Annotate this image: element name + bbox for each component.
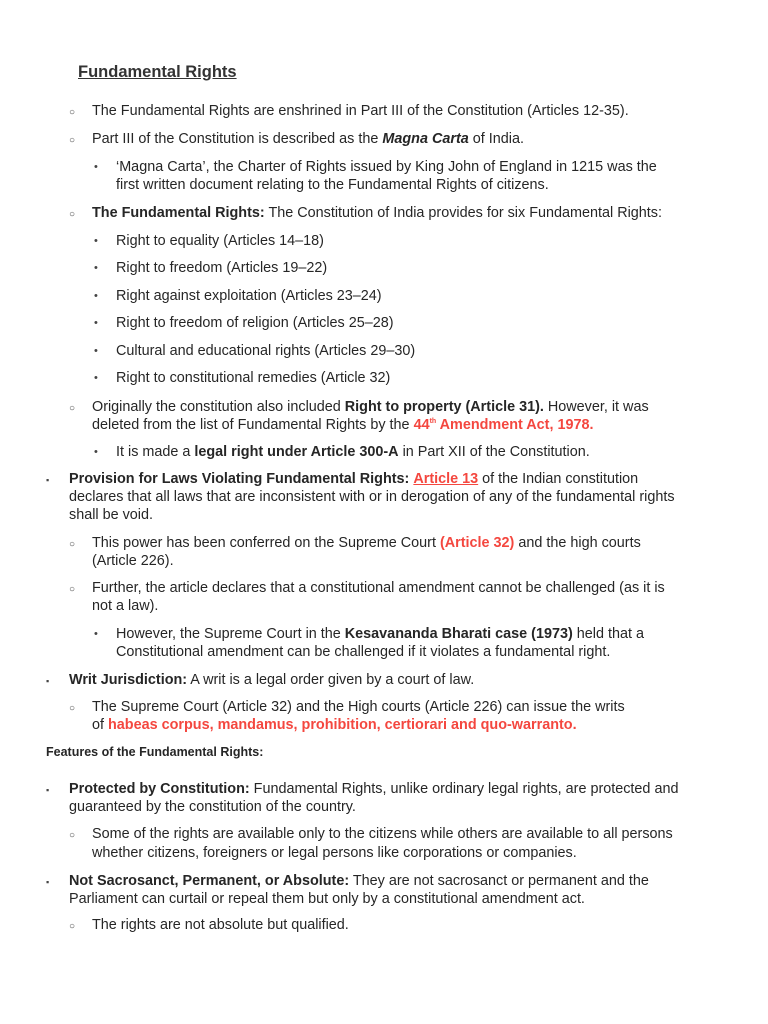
list-item-continuation: whether citizens, foreigners or legal persons like corporations or companies. xyxy=(92,845,577,861)
list-item: Originally the constitution also included Right to property (Article 31). However, it was xyxy=(92,399,649,415)
list-item: It is made a legal right under Article 300-A in Part XII of the Constitution. xyxy=(116,444,590,460)
circle-bullet: ○ xyxy=(69,107,76,118)
square-bullet: ▪ xyxy=(46,785,50,795)
list-item-continuation: declares that all laws that are inconsistent with or in derogation of any of the fundamental rights xyxy=(69,489,675,505)
square-bullet: ▪ xyxy=(46,877,50,887)
disc-bullet: • xyxy=(94,235,98,247)
circle-bullet: ○ xyxy=(69,584,76,595)
circle-bullet: ○ xyxy=(69,539,76,550)
page-title: Fundamental Rights xyxy=(78,63,237,81)
list-item: Further, the article declares that a constitutional amendment cannot be challenged (as it is xyxy=(92,580,665,596)
square-bullet: ▪ xyxy=(46,676,50,686)
list-item-continuation: deleted from the list of Fundamental Rights by the 44th Amendment Act, 1978. xyxy=(92,417,594,433)
right-item: Right to equality (Articles 14–18) xyxy=(116,233,324,249)
disc-bullet: • xyxy=(94,446,98,458)
list-item: ‘Magna Carta’, the Charter of Rights issued by King John of England in 1215 was the xyxy=(116,159,657,175)
list-item-continuation: Constitutional amendment can be challenged if it violates a fundamental right. xyxy=(116,644,611,660)
list-item: Writ Jurisdiction: A writ is a legal order given by a court of law. xyxy=(69,672,475,688)
disc-bullet: • xyxy=(94,628,98,640)
disc-bullet: • xyxy=(94,290,98,302)
disc-bullet: • xyxy=(94,372,98,384)
right-item: Cultural and educational rights (Articles 29–30) xyxy=(116,343,416,359)
right-item: Right against exploitation (Articles 23–24) xyxy=(116,288,382,304)
disc-bullet: • xyxy=(94,161,98,173)
disc-bullet: • xyxy=(94,317,98,329)
list-item-continuation: first written document relating to the Fundamental Rights of citizens. xyxy=(116,177,549,193)
square-bullet: ▪ xyxy=(46,475,50,485)
disc-bullet: • xyxy=(94,262,98,274)
circle-bullet: ○ xyxy=(69,830,76,841)
list-item: The rights are not absolute but qualified. xyxy=(92,917,349,933)
circle-bullet: ○ xyxy=(69,921,76,932)
circle-bullet: ○ xyxy=(69,403,76,414)
list-item: Part III of the Constitution is described as the Magna Carta of India. xyxy=(92,131,524,147)
circle-bullet: ○ xyxy=(69,209,76,220)
list-item: Provision for Laws Violating Fundamental Rights: Article 13 of the Indian constitution xyxy=(69,471,639,487)
list-item: The Fundamental Rights: The Constitution of India provides for six Fundamental Rights: xyxy=(92,205,662,221)
list-item-continuation: (Article 226). xyxy=(92,553,174,569)
list-item: This power has been conferred on the Supreme Court (Article 32) and the high courts xyxy=(92,535,641,551)
list-item-continuation: of habeas corpus, mandamus, prohibition, certiorari and quo-warranto. xyxy=(92,717,577,733)
right-item: Right to freedom (Articles 19–22) xyxy=(116,260,328,276)
list-item: However, the Supreme Court in the Kesavananda Bharati case (1973) held that a xyxy=(116,626,644,642)
right-item: Right to freedom of religion (Articles 25–28) xyxy=(116,315,394,331)
right-item: Right to constitutional remedies (Article 32) xyxy=(116,370,391,386)
circle-bullet: ○ xyxy=(69,703,76,714)
disc-bullet: • xyxy=(94,345,98,357)
list-item: Protected by Constitution: Fundamental Rights, unlike ordinary legal rights, are protected and xyxy=(69,781,679,797)
circle-bullet: ○ xyxy=(69,135,76,146)
list-item: The Fundamental Rights are enshrined in Part III of the Constitution (Articles 12-35). xyxy=(92,103,629,119)
list-item: Some of the rights are available only to the citizens while others are available to all persons xyxy=(92,826,673,842)
article-13-link[interactable]: Article 13 xyxy=(413,471,479,487)
list-item: The Supreme Court (Article 32) and the High courts (Article 226) can issue the writs xyxy=(92,699,625,715)
list-item: Not Sacrosanct, Permanent, or Absolute: They are not sacrosanct or permanent and the xyxy=(69,873,649,889)
list-item-continuation: Parliament can curtail or repeal them but only by a constitutional amendment act. xyxy=(69,891,585,907)
list-item-continuation: guaranteed by the constitution of the country. xyxy=(69,799,356,815)
features-heading: Features of the Fundamental Rights: xyxy=(46,745,264,759)
list-item-continuation: not a law). xyxy=(92,598,159,614)
list-item-continuation: shall be void. xyxy=(69,507,153,523)
